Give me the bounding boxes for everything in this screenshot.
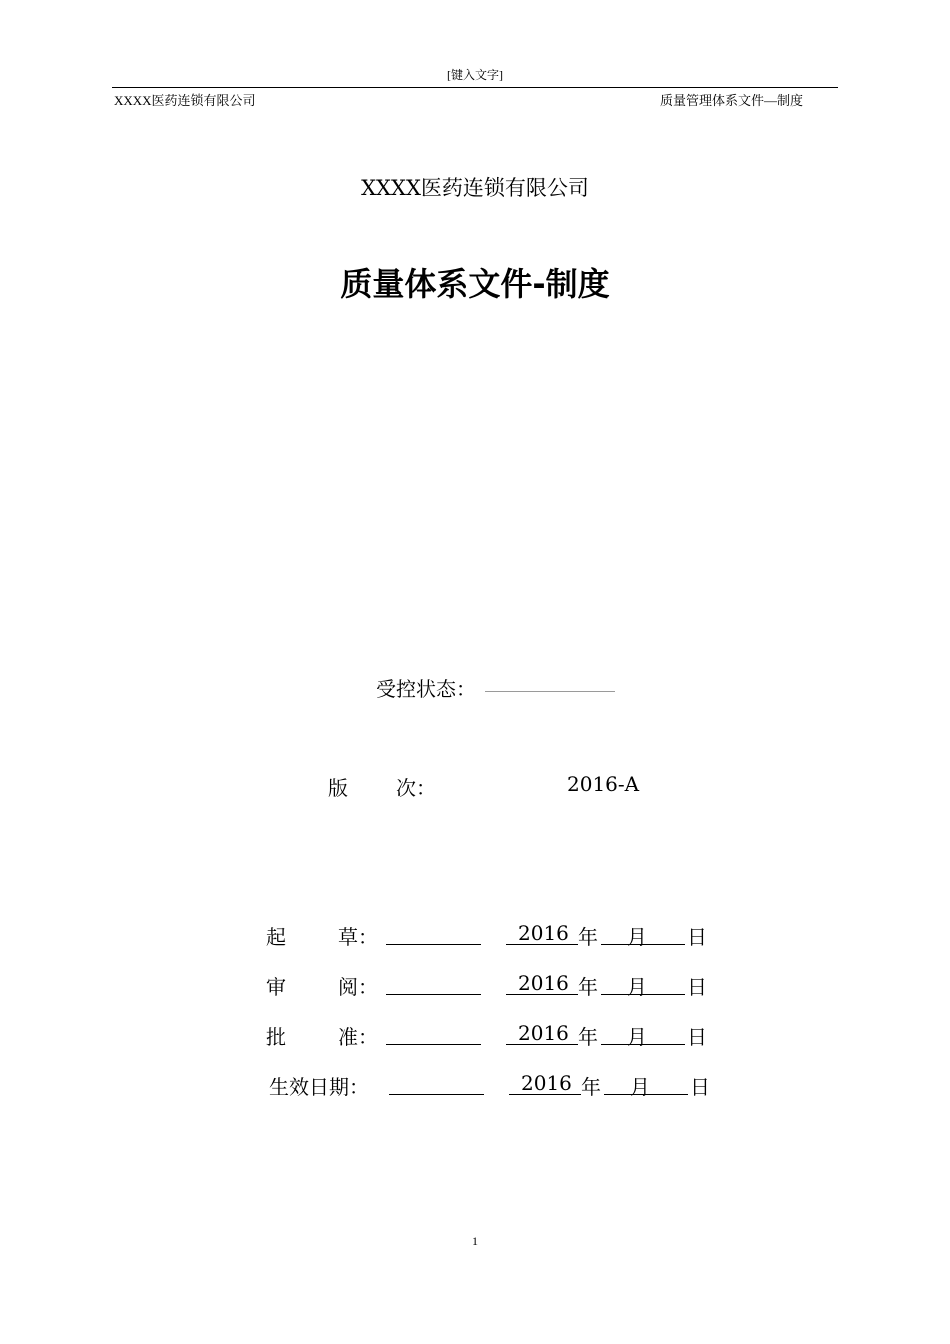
signoff-review-label-b: 阅： — [338, 975, 378, 999]
signoff-draft-day-unit: 日 — [687, 925, 707, 949]
signoff-approve-year-unit: 年 — [578, 1025, 598, 1049]
signoff-approve-year: 2016 — [518, 1021, 569, 1045]
signoff-effective-year: 2016 — [521, 1071, 572, 1095]
signoff-review-day-unit: 日 — [687, 975, 707, 999]
version-label — [328, 772, 436, 801]
signoff-effective-year-unit: 年 — [581, 1075, 601, 1099]
signoff-draft-month-unit: 月 — [627, 925, 647, 949]
signoff-review-signature-field[interactable] — [386, 994, 481, 995]
signoff-draft-year-unit: 年 — [578, 925, 598, 949]
control-status-label: 受控状态： — [376, 677, 476, 701]
signoff-effective-label: 生效日期： — [269, 1075, 369, 1099]
signoff-effective-day-unit: 日 — [690, 1075, 710, 1099]
signoff-approve-day-unit: 日 — [687, 1025, 707, 1049]
signoff-approve-label-a: 批 — [266, 1025, 286, 1049]
signoff-review-label-a: 审 — [266, 975, 286, 999]
signoff-review-year-unit: 年 — [578, 975, 598, 999]
signoff-approve-month-unit: 月 — [627, 1025, 647, 1049]
signoff-draft-year: 2016 — [518, 921, 569, 945]
header-placeholder: [键入文字] — [447, 68, 503, 82]
header-rule — [112, 87, 838, 88]
version-value: 2016-A — [567, 772, 640, 796]
signoff-draft-label-a: 起 — [266, 925, 286, 949]
signoff-draft-label — [266, 921, 378, 950]
version-label-b: 次： — [396, 776, 436, 800]
header-company: XXXX医药连锁有限公司 — [114, 93, 256, 108]
signoff-approve-label-b: 准： — [338, 1025, 378, 1049]
signoff-effective-signature-field[interactable] — [389, 1094, 484, 1095]
company-name: XXXX医药连锁有限公司 — [361, 176, 589, 200]
signoff-approve-label — [266, 1021, 378, 1050]
version-label-a: 版 — [328, 776, 348, 800]
signoff-review-month-unit: 月 — [627, 975, 647, 999]
signoff-review-label — [266, 971, 378, 1000]
signoff-approve-signature-field[interactable] — [386, 1044, 481, 1045]
signoff-draft-label-b: 草： — [338, 925, 378, 949]
signoff-effective-month-unit: 月 — [630, 1075, 650, 1099]
document-title: 质量体系文件-制度 — [340, 265, 610, 303]
control-status-field[interactable] — [485, 691, 615, 692]
signoff-draft-signature-field[interactable] — [386, 944, 481, 945]
signoff-review-year: 2016 — [518, 971, 569, 995]
page-number: 1 — [472, 1234, 478, 1248]
header-doc-type: 质量管理体系文件—制度 — [659, 93, 803, 108]
